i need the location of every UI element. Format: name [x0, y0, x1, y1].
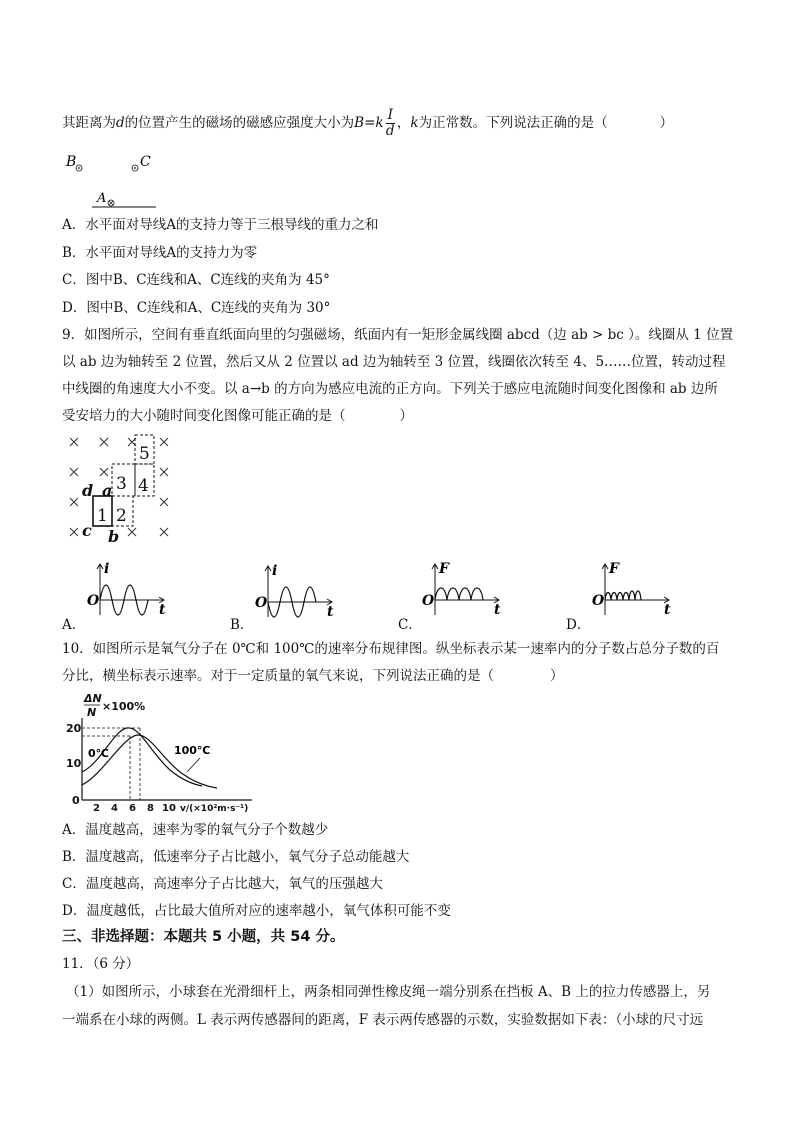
q9-line4-text: 受安培力的大小随时间变化图像可能正确的是（ — [62, 408, 346, 424]
q8-text-a: 其距离为 — [62, 115, 116, 131]
q8-var-k: k — [375, 115, 384, 131]
graph-b-ylabel: i — [272, 563, 278, 579]
q9-coil-figure — [62, 430, 192, 550]
q8-text-d: 为正常数。下列说法正确的是（ — [418, 115, 608, 131]
graph-d-ylabel: F — [609, 561, 619, 577]
q8-option-b: B．水平面对导线A的支持力为零 — [62, 245, 258, 261]
coil-label-2: 2 — [116, 506, 127, 526]
q9-line4 — [62, 407, 413, 425]
q8-label-A: A — [97, 191, 107, 206]
q10-speed-distribution-chart — [62, 690, 257, 815]
y-tick-10: 10 — [66, 757, 82, 770]
q8-var-B: B — [354, 115, 365, 131]
graph-d-xlabel: t — [664, 602, 671, 618]
graph-c-xlabel: t — [494, 602, 501, 618]
graph-d-origin: O — [592, 593, 605, 609]
q8-option-d: D．图中B、C连线和A、C连线的夹角为 30° — [62, 300, 331, 316]
coil-label-3: 3 — [116, 474, 127, 494]
x-tick-6: 6 — [129, 803, 136, 814]
x-tick-2: 2 — [93, 803, 100, 814]
y-tick-20: 20 — [66, 722, 82, 735]
x-tick-10: 10 — [162, 803, 176, 814]
q9-graph-c — [420, 560, 505, 620]
coil-label-5: 5 — [139, 444, 150, 464]
q9-opt-letter-a: A． — [62, 617, 86, 633]
q9-opt-letter-c: C． — [398, 617, 422, 633]
q9-opt-letter-d: D． — [566, 617, 591, 633]
q8-frac-den: d — [385, 123, 395, 139]
q8-text-c: ， — [396, 115, 411, 131]
vertex-a: a — [102, 481, 113, 500]
graph-c-origin: O — [422, 593, 435, 609]
q9-graph-b — [253, 562, 338, 622]
graph-c-ylabel: F — [439, 561, 449, 577]
vertex-b: b — [108, 527, 120, 546]
q8-label-C: C — [140, 154, 151, 170]
q9-line3: 中线圈的角速度大小不变。以 a→b 的方向为感应电流的正方向。下列关于感应电流随时间变化图像和 ab 边所 — [62, 381, 718, 397]
coil-label-4: 4 — [138, 476, 149, 496]
q9-paren-close: ） — [399, 408, 413, 424]
q8-paren-close: ） — [659, 115, 674, 131]
vertex-c: c — [82, 521, 92, 540]
q9-line2: 以 ab 边为轴转至 2 位置，然后又从 2 位置以 ad 边为轴转至 3 位置，线圈依次转至 4、5……位置，转动过程 — [62, 354, 726, 370]
q10-option-d: D．温度越低，占比最大值所对应的速率越小，氧气体积可能不变 — [62, 903, 451, 919]
q10-line2-text: 分比，横坐标表示速率。对于一定质量的氧气来说，下列说法正确的是（ — [62, 668, 494, 684]
chart-ylabel-den: N — [87, 706, 97, 719]
q8-frac-num: I — [387, 107, 393, 123]
x-tick-8: 8 — [147, 803, 154, 814]
q10-option-a: A．温度越高，速率为零的氧气分子个数越少 — [62, 822, 329, 838]
y-tick-0: 0 — [72, 794, 80, 807]
vertex-d: d — [82, 481, 94, 500]
chart-ylabel-unit: ×100% — [102, 700, 146, 713]
q8-label-B: B — [66, 154, 77, 170]
q10-line2 — [62, 667, 564, 685]
q11-head: 11．（6 分） — [62, 956, 140, 972]
graph-b-xlabel: t — [327, 604, 334, 620]
q11-line1: （1）如图所示，小球套在光滑细杆上，两条相同弹性橡皮绳一端分别系在挡板 A、B 上的拉力传感器上，另 — [66, 984, 711, 1000]
q10-option-c: C．温度越高，高速率分子占比越大，氧气的压强越大 — [62, 876, 383, 892]
section-3-heading: 三、非选择题：本题共 5 小题，共 54 分。 — [62, 929, 345, 945]
x-axis-unit: v/(×10²m·s⁻¹) — [180, 804, 249, 814]
curve-label-0c: 0℃ — [88, 747, 109, 760]
q8-wire-figure — [62, 150, 172, 212]
graph-b-origin: O — [255, 595, 268, 611]
chart-ylabel-num: ΔN — [84, 692, 102, 705]
q8-var-k2: k — [410, 115, 419, 131]
graph-a-origin: O — [87, 593, 100, 609]
graph-a-ylabel: i — [104, 561, 110, 577]
q10-line1: 10．如图所示是氧气分子在 0℃和 100℃的速率分布规律图。纵坐标表示某一速率内的分子数占总分子数的百 — [62, 641, 720, 657]
q9-graph-a — [85, 560, 170, 620]
q8-eq: = — [364, 115, 376, 131]
q8-var-d: d — [116, 115, 125, 131]
q8-fraction — [386, 108, 395, 139]
x-tick-4: 4 — [111, 803, 118, 814]
q8-option-c: C．图中B、C连线和A、C连线的夹角为 45° — [62, 272, 330, 288]
q8-text-b: 的位置产生的磁场的磁感应强度大小为 — [124, 115, 355, 131]
curve-label-100c: 100℃ — [174, 744, 211, 757]
q9-graph-d — [590, 560, 675, 620]
q11-line2: 一端系在小球的两侧。L 表示两传感器间的距离，F 表示两传感器的示数，实验数据如下表：（小球的尺寸远 — [62, 1012, 704, 1028]
q9-line1: 9．如图所示，空间有垂直纸面向里的匀强磁场，纸面内有一矩形金属线圈 abcd（边 ab > bc ）。线圈从 1 位置 — [62, 327, 734, 343]
coil-label-1: 1 — [97, 506, 108, 526]
q10-option-b: B．温度越高，低速率分子占比越小，氧气分子总动能越大 — [62, 849, 410, 865]
q10-paren-close: ） — [550, 668, 564, 684]
graph-d-curve — [605, 591, 641, 600]
q8-option-a: A．水平面对导线A的支持力等于三根导线的重力之和 — [62, 217, 379, 233]
q8-intro — [62, 108, 673, 139]
graph-c-curve — [435, 588, 483, 600]
graph-a-xlabel: t — [159, 602, 166, 618]
q9-opt-letter-b: B． — [230, 617, 254, 633]
